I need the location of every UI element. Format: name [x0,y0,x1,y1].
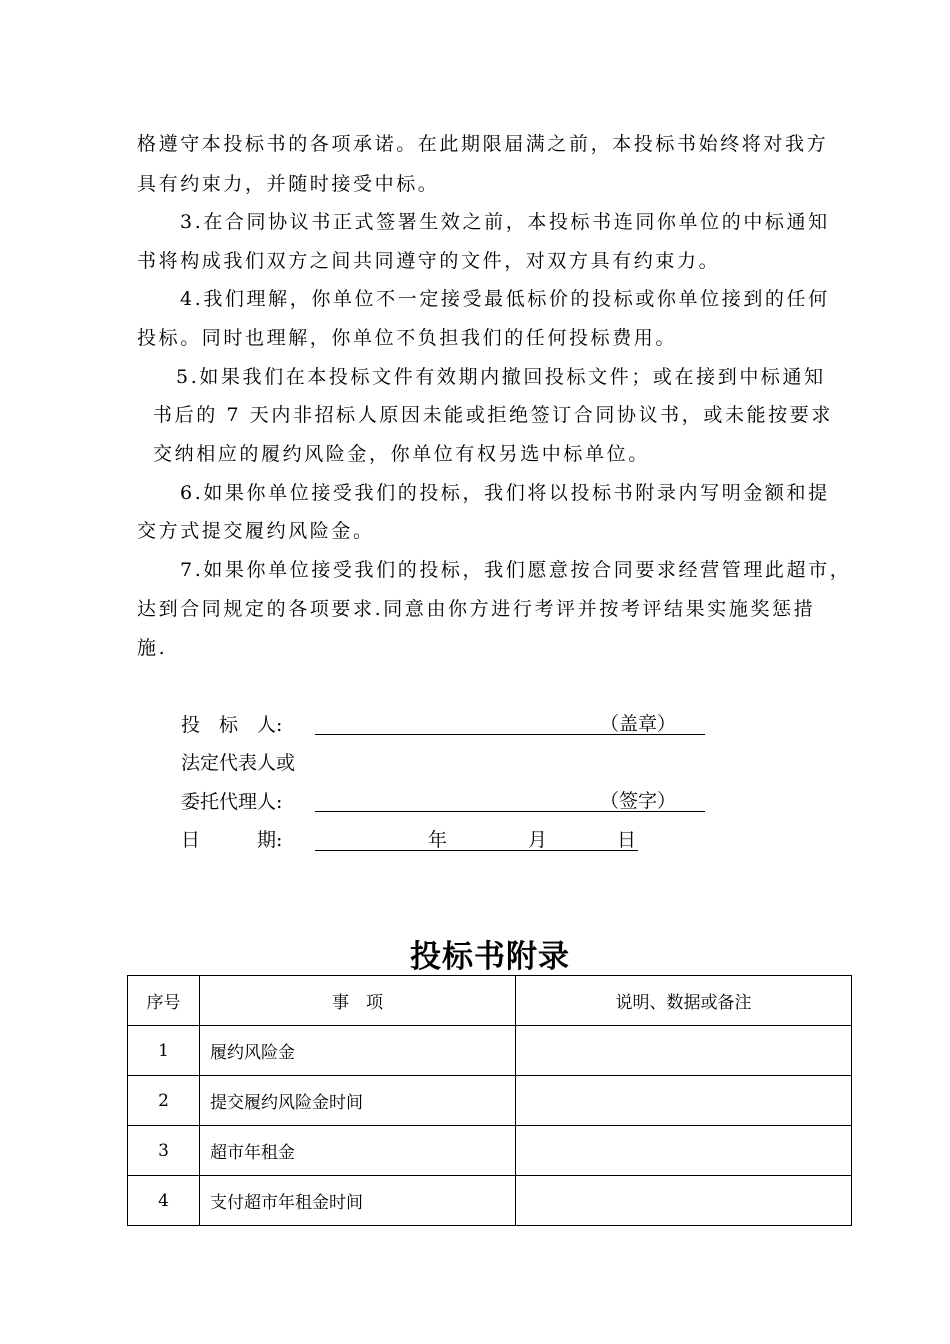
row-item: 提交履约风险金时间 [200,1076,516,1126]
row-item: 履约风险金 [200,1026,516,1076]
row-no: 3 [128,1126,200,1176]
column-header-no: 序号 [128,976,200,1026]
body-line: 交方式提交履约风险金。 [137,520,375,542]
table-header-row [128,976,852,1026]
body-line: 4.我们理解，你单位不一定接受最低标价的投标或你单位接到的任何 [180,288,830,310]
month-label: 月 [528,829,548,851]
year-label: 年 [428,829,448,851]
appendix-title: 投标书附录 [410,939,570,975]
body-line: 书后的 7 天内非招标人原因未能或拒绝签订合同协议书，或未能按要求 [153,404,833,426]
body-line: 施. [137,637,168,659]
row-no: 2 [128,1076,200,1126]
date-underline [315,850,638,851]
body-line: 7.如果你单位接受我们的投标，我们愿意按合同要求经营管理此超市， [180,559,852,581]
row-no: 4 [128,1176,200,1226]
body-line: 6.如果你单位接受我们的投标，我们将以投标书附录内写明金额和提 [180,482,830,504]
row-note [516,1176,852,1226]
table-row [128,1176,852,1226]
signature-note: （签字） [600,790,677,812]
body-line: 交纳相应的履约风险金，你单位有权另选中标单位。 [153,443,650,465]
agent-label: 委托代理人: [181,791,283,813]
row-note [516,1126,852,1176]
body-line: 书将构成我们双方之间共同遵守的文件，对双方具有约束力。 [137,250,721,272]
body-line: 5.如果我们在本投标文件有效期内撤回投标文件；或在接到中标通知 [176,366,826,388]
bidder-label: 投 标 人: [181,714,283,736]
column-header-note: 说明、数据或备注 [516,976,852,1026]
appendix-table [127,975,852,1226]
date-label: 日 期: [181,829,283,851]
column-header-item: 事 项 [200,976,516,1026]
body-line: 具有约束力，并随时接受中标。 [137,173,440,195]
seal-note: （盖章） [600,713,677,735]
body-line: 达到合同规定的各项要求.同意由你方进行考评并按考评结果实施奖惩措 [137,598,816,620]
legal-rep-label: 法定代表人或 [181,752,296,774]
body-line: 格遵守本投标书的各项承诺。在此期限届满之前，本投标书始终将对我方 [137,133,829,155]
table-row [128,1026,852,1076]
body-line: 投标。同时也理解，你单位不负担我们的任何投标费用。 [137,327,678,349]
body-line: 3.在合同协议书正式签署生效之前，本投标书连同你单位的中标通知 [180,211,830,233]
row-no: 1 [128,1026,200,1076]
table-row [128,1126,852,1176]
row-item: 超市年租金 [200,1126,516,1176]
day-label: 日 [617,829,637,851]
row-note [516,1026,852,1076]
table-row [128,1076,852,1126]
row-note [516,1076,852,1126]
row-item: 支付超市年租金时间 [200,1176,516,1226]
